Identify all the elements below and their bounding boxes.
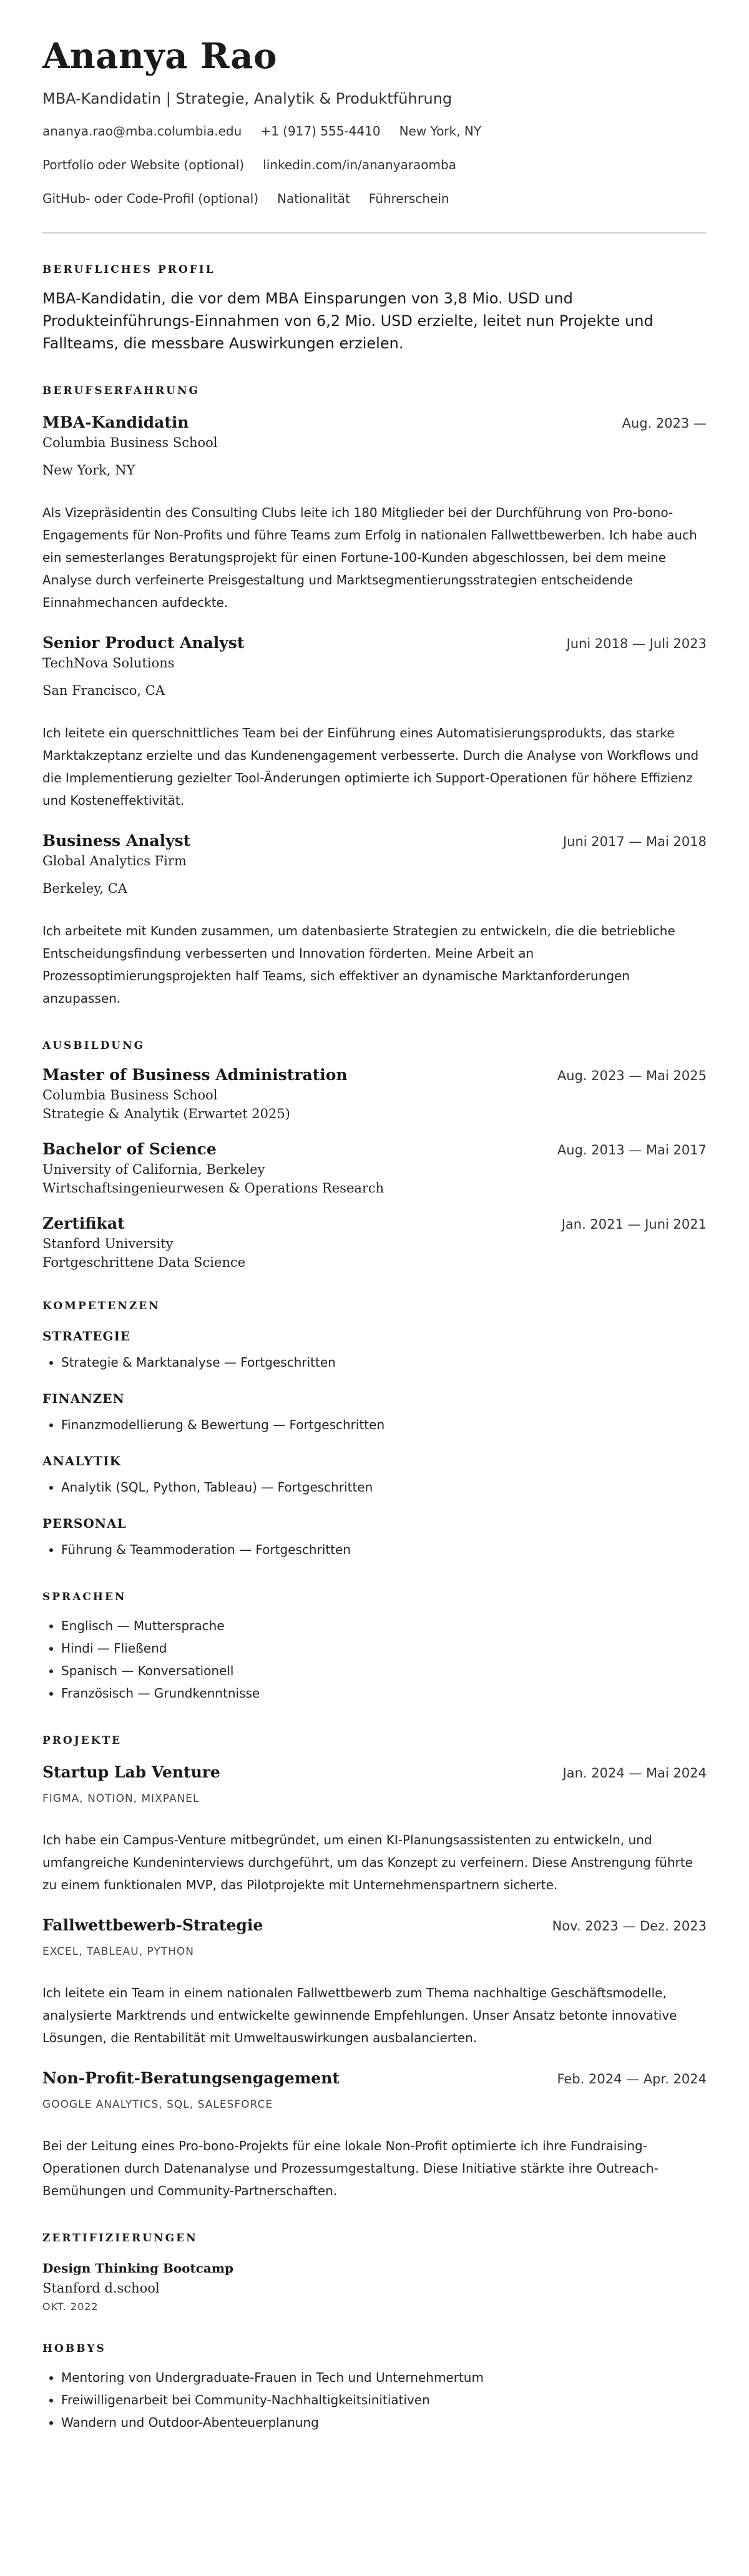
- contact-row: [42, 157, 707, 172]
- project-tools: EXCEL, TABLEAU, PYTHON: [42, 1945, 195, 1958]
- profile-section: [42, 263, 707, 355]
- school-name: Columbia Business School: [42, 1087, 218, 1103]
- degree-name: Master of Business Administration: [42, 1065, 348, 1084]
- project-description: Ich leitete ein Team in einem nationalen Fallwettbewerb zum Thema nachhaltige Geschäftsmodelle, analysierte Marktrends und entwickelte gewinnende Empfehlungen. Unser Ansatz betonte innovative Lösungen, die Rentabilität mit Umweltauswirkungen ausbalancierten.: [42, 1985, 677, 2045]
- field-of-study: Strategie & Analytik (Erwartet 2025): [42, 1106, 290, 1121]
- degree-name: Bachelor of Science: [42, 1139, 217, 1158]
- education-dates: Aug. 2023 — Mai 2025: [557, 1068, 707, 1083]
- education-entry: [42, 1140, 707, 1196]
- header-divider: [42, 232, 707, 234]
- skill-list: [42, 1476, 707, 1498]
- skill-list: [42, 1538, 707, 1561]
- skill-item: • Führung & Teammoderation — Fortgeschritten: [61, 1538, 707, 1561]
- skill-category: FINANZEN: [42, 1390, 125, 1406]
- candidate-name: Ananya Rao: [42, 36, 277, 77]
- experience-entry: [42, 634, 707, 812]
- language-item: • Englisch — Muttersprache: [61, 1615, 707, 1637]
- language-item: • Hindi — Fließend: [61, 1637, 707, 1659]
- section-title: HOBBYS: [42, 2342, 106, 2355]
- experience-section: [42, 385, 707, 1010]
- section-title: ZERTIFIZIERUNGEN: [42, 2231, 198, 2244]
- employer: TechNova Solutions: [42, 655, 175, 671]
- education-dates: Aug. 2013 — Mai 2017: [557, 1142, 707, 1158]
- hobby-item: • Freiwilligenarbeit bei Community-Nachhaltigkeitsinitiativen: [61, 2389, 707, 2411]
- education-entry: [42, 1214, 707, 1270]
- hobby-item: • Mentoring von Undergraduate-Frauen in Tech und Unternehmertum: [61, 2366, 707, 2389]
- project-dates: Feb. 2024 — Apr. 2024: [557, 2071, 707, 2087]
- project-dates: Nov. 2023 — Dez. 2023: [552, 1918, 707, 1934]
- section-title: BERUFSERFAHRUNG: [42, 384, 200, 397]
- job-location: New York, NY: [42, 462, 135, 478]
- hobby-list: [42, 2366, 707, 2434]
- employer: Columbia Business School: [42, 435, 218, 450]
- hobby-item: • Wandern und Outdoor-Abenteuerplanung: [61, 2411, 707, 2434]
- candidate-headline: MBA-Kandidatin | Strategie, Analytik & Produktführung: [42, 89, 453, 107]
- project-tools: FIGMA, NOTION, MIXPANEL: [42, 1792, 200, 1805]
- nationality: Nationalität: [277, 190, 350, 206]
- job-title: Business Analyst: [42, 831, 191, 850]
- language-item: • Französisch — Grundkenntnisse: [61, 1682, 707, 1704]
- section-title: KOMPETENZEN: [42, 1299, 160, 1312]
- project-name: Startup Lab Venture: [42, 1762, 220, 1781]
- employer: Global Analytics Firm: [42, 853, 187, 868]
- section-title: SPRACHEN: [42, 1590, 127, 1603]
- project-name: Non-Profit-Beratungsengagement: [42, 2068, 340, 2087]
- contact-row: [42, 124, 707, 139]
- github-link[interactable]: GitHub- oder Code-Profil (optional): [42, 190, 259, 206]
- school-name: Stanford University: [42, 1236, 174, 1251]
- certification-name: Design Thinking Bootcamp: [42, 2260, 234, 2276]
- section-title: PROJEKTE: [42, 1734, 122, 1747]
- experience-entry: [42, 832, 707, 1010]
- location: New York, NY: [399, 123, 482, 139]
- project-description: Bei der Leitung eines Pro-bono-Projekts für eine lokale Non-Profit optimierte ich ihre Fundraising-Operationen durch Datenanalyse und Prozessumgestaltung. Diese Initiative stärkte ihre Outreach-Bemühungen und Community-Partnerschaften.: [42, 2138, 658, 2198]
- email-link[interactable]: ananya.rao@mba.columbia.edu: [42, 123, 242, 139]
- job-title: Senior Product Analyst: [42, 633, 245, 652]
- project-tools: GOOGLE ANALYTICS, SQL, SALESFORCE: [42, 2098, 273, 2111]
- projects-section: [42, 1734, 707, 2202]
- skill-category: PERSONAL: [42, 1515, 127, 1531]
- hobbies-section: [42, 2342, 707, 2434]
- job-location: San Francisco, CA: [42, 682, 165, 698]
- skill-list: [42, 1413, 707, 1436]
- job-description: Ich arbeitete mit Kunden zusammen, um datenbasierte Strategien zu entwickeln, die die betriebliche Entscheidungsfindung verbesserten und Innovation förderten. Meine Arbeit an Prozessoptimierungsprojekten half Teams, sich effektiver an dynamische Marktanforderungen anzupassen.: [42, 923, 675, 1006]
- skill-item: • Strategie & Marktanalyse — Fortgeschritten: [61, 1351, 707, 1374]
- skill-groups: [42, 1329, 707, 1561]
- linkedin-link[interactable]: linkedin.com/in/ananyaraomba: [263, 157, 456, 172]
- skills-section: [42, 1300, 707, 1561]
- certification-issuer: Stanford d.school: [42, 2280, 160, 2296]
- section-title: AUSBILDUNG: [42, 1039, 145, 1052]
- certification-date: OKT. 2022: [42, 2300, 99, 2313]
- job-description: Ich leitete ein querschnittliches Team bei der Einführung eines Automatisierungsprodukts, das starke Marktakzeptanz erzielte und das Kundenengagement verbesserte. Durch die Analyse von Workflows und die Implementierung gezielter Tool-Änderungen optimierte ich Support-Operationen für höhere Effizienz und Kosteneffektivität.: [42, 725, 699, 808]
- skill-item: • Analytik (SQL, Python, Tableau) — Fortgeschritten: [61, 1476, 707, 1498]
- certifications-section: [42, 2232, 707, 2313]
- education-dates: Jan. 2021 — Juni 2021: [561, 1216, 707, 1232]
- job-location: Berkeley, CA: [42, 880, 127, 896]
- contact-row: [42, 191, 707, 206]
- project-description: Ich habe ein Campus-Venture mitbegründet, um einen KI-Planungsassistenten zu entwickeln, und umfangreiche Kundeninterviews durchgeführt, um das Konzept zu verfeinern. Diese Anstrengung führte zu einem funktionalen MVP, das Pilotprojekte mit Unternehmenspartnern sicherte.: [42, 1832, 693, 1892]
- job-dates: Aug. 2023 —: [622, 415, 707, 431]
- education-entry: [42, 1066, 707, 1121]
- skill-category: STRATEGIE: [42, 1328, 131, 1344]
- field-of-study: Fortgeschrittene Data Science: [42, 1254, 246, 1270]
- phone-number[interactable]: +1 (917) 555-4410: [260, 123, 381, 139]
- certification-entry: [42, 2261, 707, 2313]
- project-name: Fallwettbewerb-Strategie: [42, 1915, 263, 1934]
- profile-summary: MBA-Kandidatin, die vor dem MBA Einsparungen von 3,8 Mio. USD und Produkteinführungs-Einnahmen von 6,2 Mio. USD erzielte, leitet nun Projekte und Fallteams, die messbare Auswirkungen erzielen.: [42, 289, 654, 352]
- language-item: • Spanisch — Konversationell: [61, 1659, 707, 1682]
- education-section: [42, 1040, 707, 1270]
- drivers-license: Führerschein: [368, 190, 449, 206]
- degree-name: Zertifikat: [42, 1214, 125, 1232]
- language-list: [42, 1615, 707, 1704]
- field-of-study: Wirtschaftsingenieurwesen & Operations Research: [42, 1180, 384, 1196]
- skill-item: • Finanzmodellierung & Bewertung — Fortgeschritten: [61, 1413, 707, 1436]
- school-name: University of California, Berkeley: [42, 1161, 265, 1177]
- job-dates: Juni 2017 — Mai 2018: [562, 833, 707, 849]
- job-description: Als Vizepräsidentin des Consulting Clubs leite ich 180 Mitglieder bei der Durchführung von Pro-bono-Engagements für Non-Profits und führe Teams zum Erfolg in nationalen Fallwettbewerben. Ich habe auch ein semesterlanges Beratungsprojekt für einen Fortune-100-Kunden abgeschlossen, bei dem meine Analyse durch verfeinerte Preisgestaltung und Marktsegmentierungsstrategien entscheidende Einnahmechancen aufdeckte.: [42, 504, 697, 610]
- experience-entry: [42, 413, 707, 614]
- resume-header: [42, 37, 707, 206]
- job-title: MBA-Kandidatin: [42, 413, 189, 431]
- project-dates: Jan. 2024 — Mai 2024: [562, 1765, 707, 1781]
- languages-section: [42, 1591, 707, 1704]
- portfolio-link[interactable]: Portfolio oder Website (optional): [42, 157, 245, 172]
- project-entry: [42, 1916, 707, 2049]
- project-entry: [42, 2069, 707, 2202]
- job-dates: Juni 2018 — Juli 2023: [566, 636, 707, 651]
- section-title: BERUFLICHES PROFIL: [42, 263, 215, 276]
- skill-category: ANALYTIK: [42, 1453, 121, 1468]
- project-entry: [42, 1763, 707, 1896]
- skill-list: [42, 1351, 707, 1374]
